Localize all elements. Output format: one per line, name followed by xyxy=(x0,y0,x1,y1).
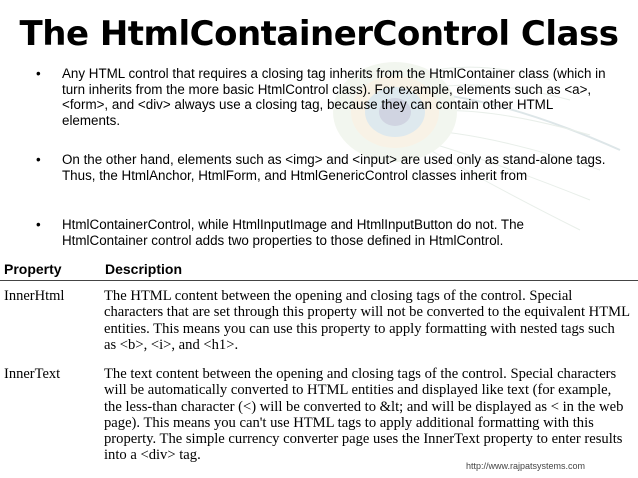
bullet-item xyxy=(36,217,608,248)
slide-title: The HtmlContainerControl Class xyxy=(19,14,619,54)
bullet-text: Any HTML control that requires a closing tag inherits from the HtmlContainer class (which in turn inherits from the more basic HtmlControl class). For example, elements such as <a>, <form>, and <div> always use a closing tag, because they can contain other HTML elements. xyxy=(62,66,606,128)
bullet-text: On the other hand, elements such as <img> and <input> are used only as stand-alone tags. Thus, the HtmlAnchor, HtmlForm, and HtmlGenericControl classes inherit from xyxy=(62,152,606,183)
header-property: Property xyxy=(4,261,62,277)
property-name-innertext: InnerText xyxy=(4,366,61,382)
bullet-item xyxy=(36,152,608,183)
bullet-text: HtmlContainerControl, while HtmlInputImage and HtmlInputButton do not. The HtmlContainer control adds two properties to those defined in HtmlControl. xyxy=(62,217,524,248)
property-description-innerhtml: The HTML content between the opening and closing tags of the control. Special characters that are set through this property will not be converted to the equivalent HTML entities. This means you can use this property to apply formatting with nested tags such as <b>, <i>, and <h1>. xyxy=(104,288,630,353)
bullet-item xyxy=(36,66,608,128)
header-divider xyxy=(0,280,638,281)
bullet-dot: • xyxy=(36,217,41,232)
property-description-innertext: The text content between the opening and closing tags of the control. Special characters will be automatically converted to HTML entities and displayed like text (for example, the less-than character (<) will be converted to &lt; and will be displayed as < in the web page). This means you can't use HTML tags to apply additional formatting with this property. The simple currency converter page uses the InnerText property to enter results into a <div> tag. xyxy=(104,366,624,464)
bullet-dot: • xyxy=(36,152,41,167)
properties-table xyxy=(0,258,638,478)
footer-url: http://www.rajpatsystems.com xyxy=(466,461,586,471)
property-name-innerhtml: InnerHtml xyxy=(4,288,65,304)
header-description: Description xyxy=(105,261,183,277)
bullet-dot: • xyxy=(36,66,41,81)
